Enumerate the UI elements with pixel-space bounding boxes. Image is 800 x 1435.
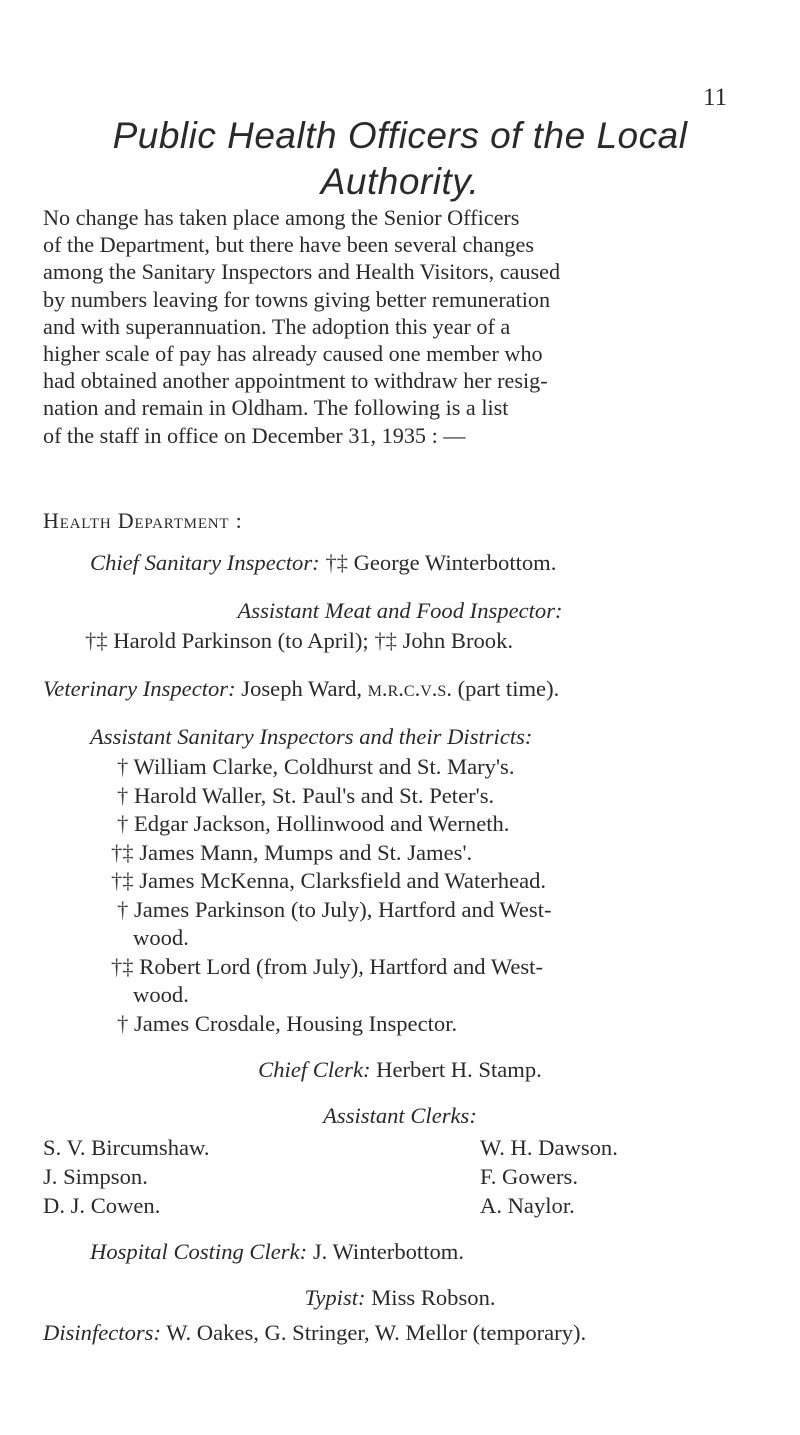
clerk-name: D. J. Cowen. [43,1193,161,1218]
chief-clerk-name: Herbert H. Stamp. [376,1057,542,1082]
typist-label: Typist: [304,1285,366,1310]
intro-line: No change has taken place among the Senior Officers [43,205,520,230]
assistant-sanitary-item [117,897,552,923]
clerk-name: S. V. Bircumshaw. [43,1135,210,1160]
assistant-sanitary-item [117,754,515,780]
intro-line: by numbers leaving for towns giving better remuneration [43,286,551,312]
assistant-clerks-heading: Assistant Clerks: [323,1103,477,1128]
qualification-marks: † [117,811,129,836]
veterinary-label: Veterinary Inspector: [43,676,236,701]
chief-sanitary-inspector-line [90,550,556,576]
section-heading: Health Department : [43,508,243,533]
hospital-clerk-label: Hospital Costing Clerk: [90,1239,308,1264]
assistant-meat-line [85,628,513,654]
qualification-marks: †‡ [111,868,134,893]
intro-paragraph [43,204,743,449]
intro-line: of the Department, but there have been several changes [43,232,534,258]
assistant-meat-name-2: John Brook. [402,628,514,653]
inspector-entry: Harold Waller, St. Paul's and St. Peter's. [133,783,495,808]
intro-line: among the Sanitary Inspectors and Health Visitors, caused [43,259,561,285]
qualification-marks: †‡ [111,840,134,865]
qualification-marks: † [117,897,129,922]
inspector-entry-continuation: wood. [133,925,189,950]
page-title [0,113,800,205]
assistant-sanitary-heading: Assistant Sanitary Inspectors and their Districts: [90,724,533,749]
qualification-marks: †‡ [111,954,134,979]
qualification-marks: † [117,1011,129,1036]
chief-clerk-label: Chief Clerk: [258,1057,371,1082]
assistant-meat-name-1: Harold Parkinson (to April); [113,628,369,653]
assistant-sanitary-item [117,783,494,809]
inspector-entry: James Mann, Mumps and St. James'. [139,840,473,865]
title-line-2: Authority. [320,161,480,202]
assistant-sanitary-item [111,954,543,980]
intro-line: had obtained another appointment to withdraw her resig- [43,368,548,394]
assistant-meat-label: Assistant Meat and Food Inspector: [237,598,563,623]
hospital-clerk-name: J. Winterbottom. [312,1239,464,1264]
inspector-entry: James Crosdale, Housing Inspector. [133,1011,458,1036]
veterinary-name: Joseph Ward, [241,676,363,701]
inspector-entry: William Clarke, Coldhurst and St. Mary's. [133,754,515,779]
clerk-name: A. Naylor. [480,1193,575,1218]
inspector-entry: James Parkinson (to July), Hartford and West- [133,897,552,922]
assistant-sanitary-item [111,840,472,866]
veterinary-inspector-line [43,676,559,702]
page-number: 11 [703,84,728,111]
hospital-clerk-line [90,1239,464,1265]
assistant-sanitary-item [117,1011,457,1037]
clerk-name: W. H. Dawson. [480,1135,618,1160]
assistant-sanitary-item [117,811,509,837]
clerk-name: J. Simpson. [43,1164,148,1189]
intro-line: nation and remain in Oldham. The following is a list [43,395,509,421]
qualification-marks: †‡ [85,628,108,653]
disinfectors-names: W. Oakes, G. Stringer, W. Mellor (temporary). [166,1320,587,1345]
chief-clerk-line [0,1057,800,1083]
veterinary-note: (part time). [457,676,560,701]
disinfectors-label: Disinfectors: [43,1320,161,1345]
clerk-name: F. Gowers. [480,1164,578,1189]
qualification-marks: † [117,783,129,808]
typist-line [0,1285,800,1311]
intro-line: higher scale of pay has already caused one member who [43,341,543,367]
inspector-entry: Robert Lord (from July), Hartford and West- [139,954,543,979]
veterinary-qualification: m.r.c.v.s. [367,676,452,701]
inspector-entry: Edgar Jackson, Hollinwood and Werneth. [133,811,510,836]
qualification-marks: † [117,754,129,779]
qualification-marks: †‡ [325,550,348,575]
intro-line: and with superannuation. The adoption this year of a [43,313,511,339]
qualification-marks: †‡ [374,628,397,653]
inspector-entry-continuation: wood. [133,982,189,1007]
disinfectors-line [43,1320,586,1346]
title-line-1: Public Health Officers of the Local [112,115,688,156]
typist-name: Miss Robson. [371,1285,496,1310]
chief-sanitary-label: Chief Sanitary Inspector: [90,550,320,575]
intro-line: of the staff in office on December 31, 1935 : — [43,422,466,448]
inspector-entry: James McKenna, Clarksfield and Waterhead. [139,868,547,893]
assistant-sanitary-item [111,868,546,894]
chief-sanitary-name: George Winterbottom. [353,550,557,575]
